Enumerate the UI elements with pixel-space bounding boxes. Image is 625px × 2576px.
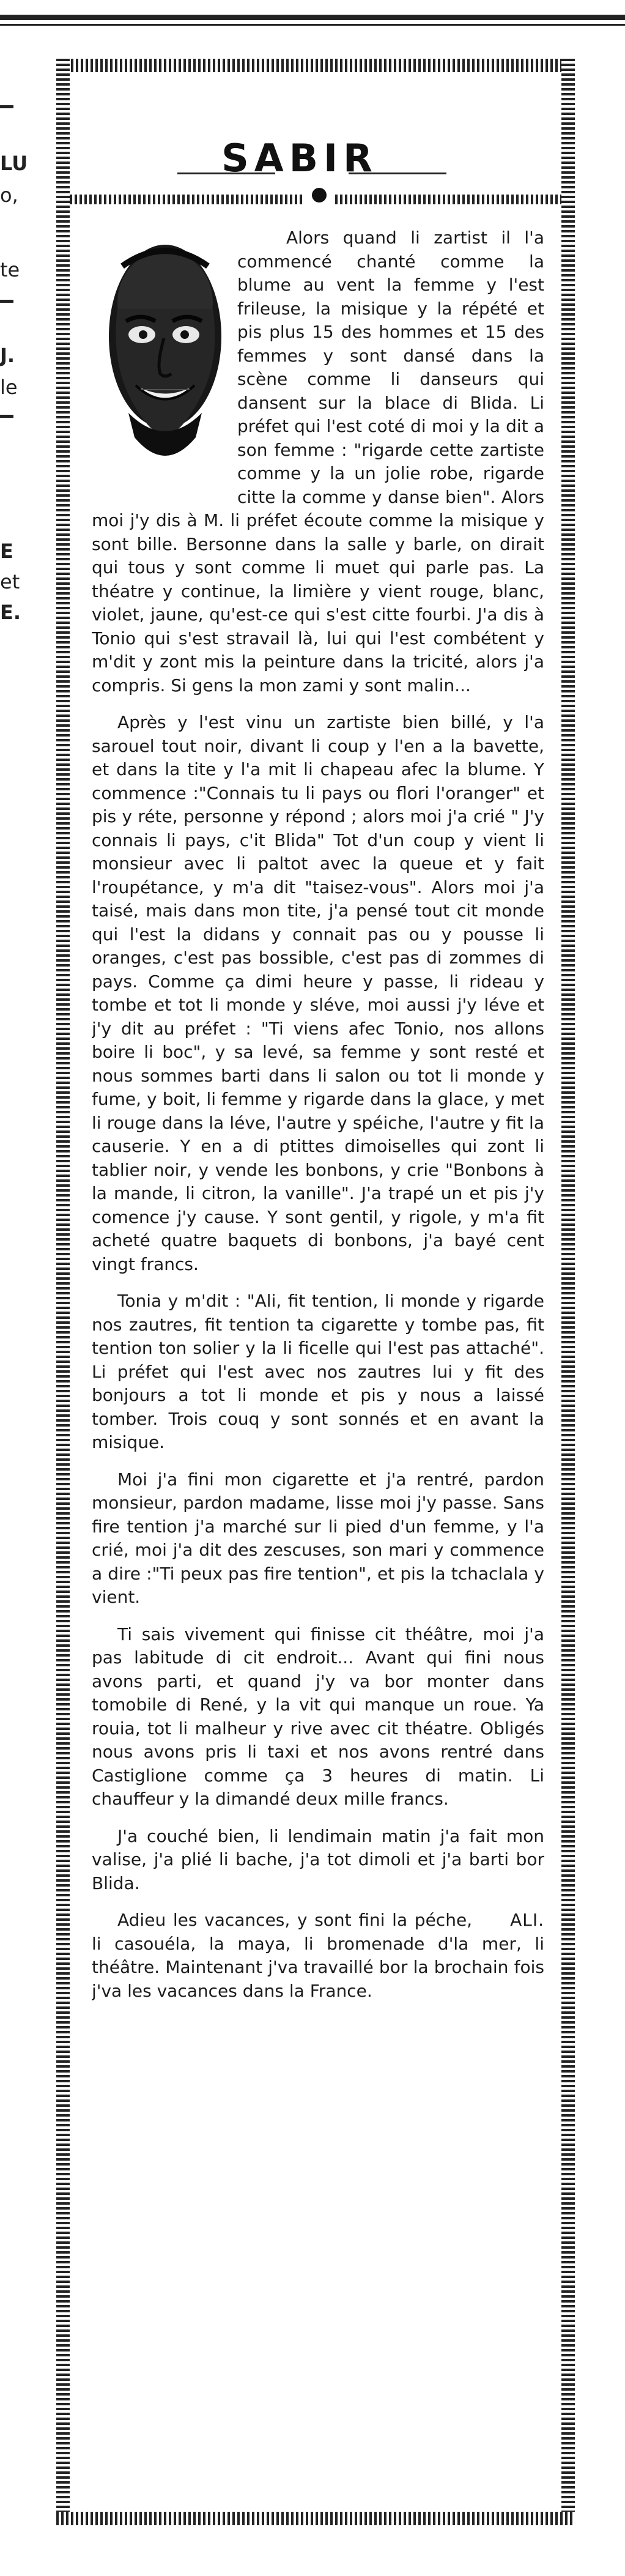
page-top-rule xyxy=(0,15,625,20)
title-divider-left xyxy=(70,195,305,204)
paragraph-text: Alors quand li zartist il l'a commencé chanté comme la blume au vent la femme y l'est frileuse, la misique y la répété et pis plus 15 des hommes et 15 des femmes y sont dansé dans la scène comme li danseurs qui dansent sur la blace di Blida. Li préfet qui l'est coté di moi y la dit a son femme : "rigarde cette zartiste comme y la un jolie robe, rigarde citte la comme y danse bien". Alors moi j'y dis à M. li préfet écoute comme la misique y sont bille. Bersonne dans la salle y barle, on dirait qui tous y sont comme li muet qui parle pas. La théatre y continue, la limière y vient rouge, blanc, violet, jaune, qu'est-ce qui s'est citte fourbi. J'a dis à Tonio qui s'est stravail là, lui qui l'est combétent y m'dit y zont mis la peinture dans la tricité, alors j'a compris. Si gens la mon zami y sont malin... xyxy=(92,228,544,696)
neighbor-text: LU xyxy=(0,152,28,175)
article-paragraph: Tonia y m'dit : "Ali, fit tention, li monde y rigarde nos zautres, fit tention ta cigarette y tombe pas, fit tention ton solier y la li ficelle qui l'est pas attaché". Li préfet qui l'est avec nos zautres lui y fit des bonjours a tot li monde et pis y nous a laissé tomber. Trois couq y sont sonnés et en avant la misique. xyxy=(92,1291,544,1452)
page-top-rule-thin xyxy=(0,24,625,26)
frame-left-border xyxy=(56,59,70,2525)
frame-top-border xyxy=(56,59,575,72)
article-paragraph: Après y l'est vinu un zartiste bien billé, y l'a sarouel tout noir, divant li coup y l'en a la bavette, et dans la tite y l'a mit li chapeau afec la blume. Y commence :"Connais tu li pays ou flori l'oranger" et pis y réte, personne y répond ; alors moi j'a crié " J'y connais li pays, c'it Blida" Tot d'un coup y vient li monsieur avec li paltot avec la queue et y fait l'roupétance, y m'a dit "taisez-vous". Alors moi j'a taisé, mais dans mon tite, j'a pensé tout cit monde qui l'est la didans y connait pas ou y pousse li oranges, c'est pas bossible, c'est pas di zommes di pays. Comme ça dimi heure y passe, li rideau y tombe et tot li monde y sléve, moi aussi j'y léve et j'y dit au préfet : "Ti viens afec Tonio, nos allons boire li boc", y sa levé, sa femme y sont resté et nous sommes barti dans li salon ou tot li monde y fume, y boit, li femme y rigarde dans la glace, y met li rouge dans la léve, l'autre y spéiche, l'autre y fit la causerie. Y en a di ptittes dimoiselles qui zont li tablier noir, y vende les bonbons, y crie "Bonbons à la mande, li citron, la vanille". J'a trapé un et pis j'y comence j'y cause. Y sont gentil, y rigole, y m'a fit acheté quatre baquets di bonbons, j'a bayé cent vingt francs. xyxy=(92,712,544,1274)
neighbor-rule xyxy=(0,105,13,108)
neighbor-rule xyxy=(0,300,13,303)
neighbor-text: le xyxy=(0,376,18,399)
neighbor-text: o, xyxy=(0,184,18,207)
article-title: SABIR xyxy=(221,135,378,180)
neighbor-rule xyxy=(0,415,13,418)
portrait-space xyxy=(92,226,237,489)
article-paragraph: Ti sais vivement qui finisse cit théâtre, moi j'a pas labitude di cit endroit... Avant qui fini nous avons parti, et quand j'y va bor monter dans tomobile di René, y la vit qui manque un roue. Ya rouia, tot li malheur y rive avec cit théatre. Obligés nous avons pris li taxi et nos avons rentré dans Castiglione comme ça 3 heures di matin. Li chauffeur y la dimandé deux mille francs. xyxy=(92,1624,544,1809)
neighbor-text: et xyxy=(0,570,20,593)
frame-bottom-border xyxy=(56,2512,575,2525)
neighbor-text: J. xyxy=(0,344,15,367)
neighbor-text: te xyxy=(0,258,20,281)
article-body xyxy=(92,226,544,2508)
paragraph-text: Adieu les vacances, y sont fini la péche, li casouéla, la maya, li bromenade d'la mer, li théâtre. Maintenant j'va travaillé bor la brochain fois j'va les vacances dans la France. xyxy=(92,1910,544,2001)
signature: ALI. xyxy=(510,1910,544,1930)
neighbor-text: E. xyxy=(0,601,21,624)
article-paragraph xyxy=(92,1909,544,2003)
article-paragraph: J'a couché bien, li lendimain matin j'a fait mon valise, j'a plié li bache, j'a tot dimoli et j'a barti bor Blida. xyxy=(92,1825,544,1893)
neighbor-text: E xyxy=(0,540,13,563)
title-bullet xyxy=(312,188,327,202)
article-paragraph: Moi j'a fini mon cigarette et j'a rentré, pardon monsieur, pardon madame, lisse moi j'y passe. Sans fire tention j'a marché sur li pied d'un femme, y l'a crié, moi j'a dit des zescuses, son mari y commence a dire :"Ti peux pas fire tention", et pis la tchaclala y vient. xyxy=(92,1469,544,1607)
frame-right-border xyxy=(561,59,575,2525)
title-divider-right xyxy=(335,195,561,204)
